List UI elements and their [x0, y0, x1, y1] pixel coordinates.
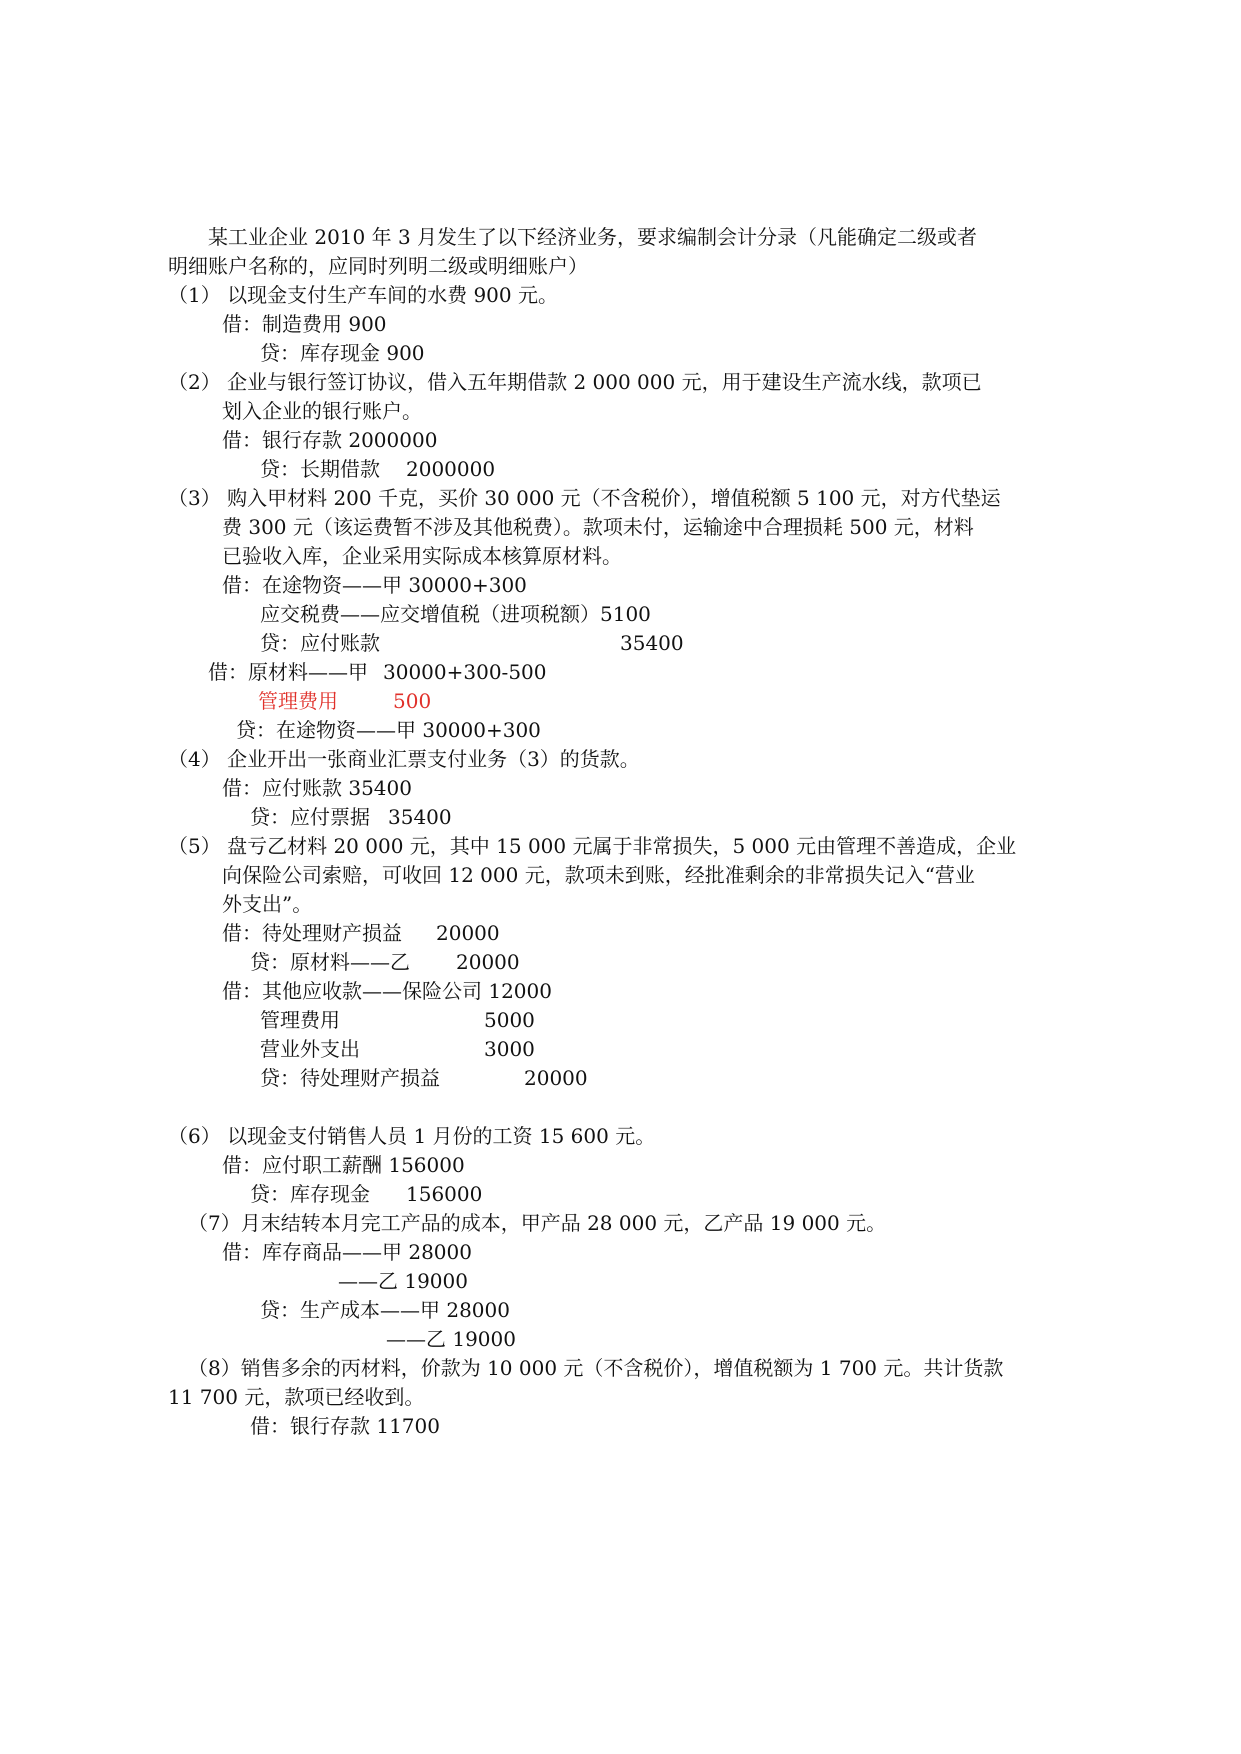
q3-entry1-debit-2: 应交税费——应交增值税（进项税额）5100 [260, 602, 651, 626]
q7-debit-1: 借：库存商品——甲 28000 [222, 1240, 472, 1264]
q2-question-line-1: （2） 企业与银行签订协议，借入五年期借款 2 000 000 元，用于建设生产流水线，款项已 [168, 370, 982, 394]
q5-entry2-debit-1: 借：其他应收款——保险公司 12000 [222, 979, 552, 1003]
q3-entry1-credit-account: 贷：应付账款 [260, 631, 380, 655]
q7-question: （7）月末结转本月完工产品的成本，甲产品 28 000 元，乙产品 19 000 元。 [188, 1211, 887, 1235]
q3-entry2-debit-2-account: 管理费用 [258, 689, 338, 713]
q2-credit-account: 贷：长期借款 [260, 457, 380, 481]
q8-debit: 借：银行存款 11700 [250, 1414, 440, 1438]
q5-entry1-debit-amount: 20000 [436, 921, 500, 945]
q3-entry2-debit-1-account: 借：原材料——甲 [208, 660, 368, 684]
q7-debit-2: ——乙 19000 [338, 1269, 468, 1293]
q3-entry1-credit-amount: 35400 [620, 631, 684, 655]
q2-credit-amount: 2000000 [406, 457, 496, 481]
q2-debit: 借：银行存款 2000000 [222, 428, 438, 452]
q8-question-line-1: （8）销售多余的丙材料，价款为 10 000 元（不含税价），增值税额为 1 700 元。共计货款 [188, 1356, 1004, 1380]
q2-question-line-2: 划入企业的银行账户。 [222, 399, 422, 423]
q5-entry2-credit-account: 贷：待处理财产损益 [260, 1066, 440, 1090]
intro-line-1: 某工业企业 2010 年 3 月发生了以下经济业务，要求编制会计分录（凡能确定二级或者 [208, 225, 978, 249]
q5-entry2-debit-3-account: 营业外支出 [260, 1037, 360, 1061]
q5-entry2-debit-2-account: 管理费用 [260, 1008, 340, 1032]
q4-credit-amount: 35400 [388, 805, 452, 829]
q3-entry2-credit: 贷：在途物资——甲 30000+300 [236, 718, 541, 742]
q5-question-line-1: （5） 盘亏乙材料 20 000 元，其中 15 000 元属于非常损失，5 000 元由管理不善造成，企业 [168, 834, 1017, 858]
q6-credit-account: 贷：库存现金 [250, 1182, 370, 1206]
q3-question-line-1: （3） 购入甲材料 200 千克，买价 30 000 元（不含税价），增值税额 5 100 元，对方代垫运 [168, 486, 1001, 510]
intro-line-2: 明细账户名称的，应同时列明二级或明细账户） [168, 254, 588, 278]
q1-question: （1） 以现金支付生产车间的水费 900 元。 [168, 283, 558, 307]
q1-credit: 贷：库存现金 900 [260, 341, 425, 365]
q6-debit: 借：应付职工薪酬 156000 [222, 1153, 465, 1177]
q5-question-line-2: 向保险公司索赔，可收回 12 000 元，款项未到账，经批准剩余的非常损失记入“营业 [222, 863, 975, 887]
q1-debit: 借：制造费用 900 [222, 312, 387, 336]
q4-credit-account: 贷：应付票据 [250, 805, 370, 829]
q5-entry1-debit-account: 借：待处理财产损益 [222, 921, 402, 945]
q3-entry2-debit-2-amount: 500 [393, 689, 432, 713]
q5-entry1-credit-account: 贷：原材料——乙 [250, 950, 410, 974]
q3-entry2-debit-1-amount: 30000+300-500 [383, 660, 547, 684]
q5-entry2-credit-amount: 20000 [524, 1066, 588, 1090]
q3-question-line-2: 费 300 元（该运费暂不涉及其他税费）。款项未付，运输途中合理损耗 500 元，材料 [222, 515, 974, 539]
q7-credit-1: 贷：生产成本——甲 28000 [260, 1298, 510, 1322]
q6-question: （6） 以现金支付销售人员 1 月份的工资 15 600 元。 [168, 1124, 656, 1148]
q4-debit: 借：应付账款 35400 [222, 776, 412, 800]
q4-question: （4） 企业开出一张商业汇票支付业务（3）的货款。 [168, 747, 640, 771]
q7-credit-2: ——乙 19000 [386, 1327, 516, 1351]
q6-credit-amount: 156000 [406, 1182, 483, 1206]
q3-question-line-3: 已验收入库，企业采用实际成本核算原材料。 [222, 544, 622, 568]
q5-question-line-3: 外支出”。 [222, 892, 313, 916]
q5-entry2-debit-2-amount: 5000 [484, 1008, 535, 1032]
q5-entry2-debit-3-amount: 3000 [484, 1037, 535, 1061]
q3-entry1-debit-1: 借：在途物资——甲 30000+300 [222, 573, 527, 597]
q8-question-line-2: 11 700 元，款项已经收到。 [168, 1385, 425, 1409]
q5-entry1-credit-amount: 20000 [456, 950, 520, 974]
